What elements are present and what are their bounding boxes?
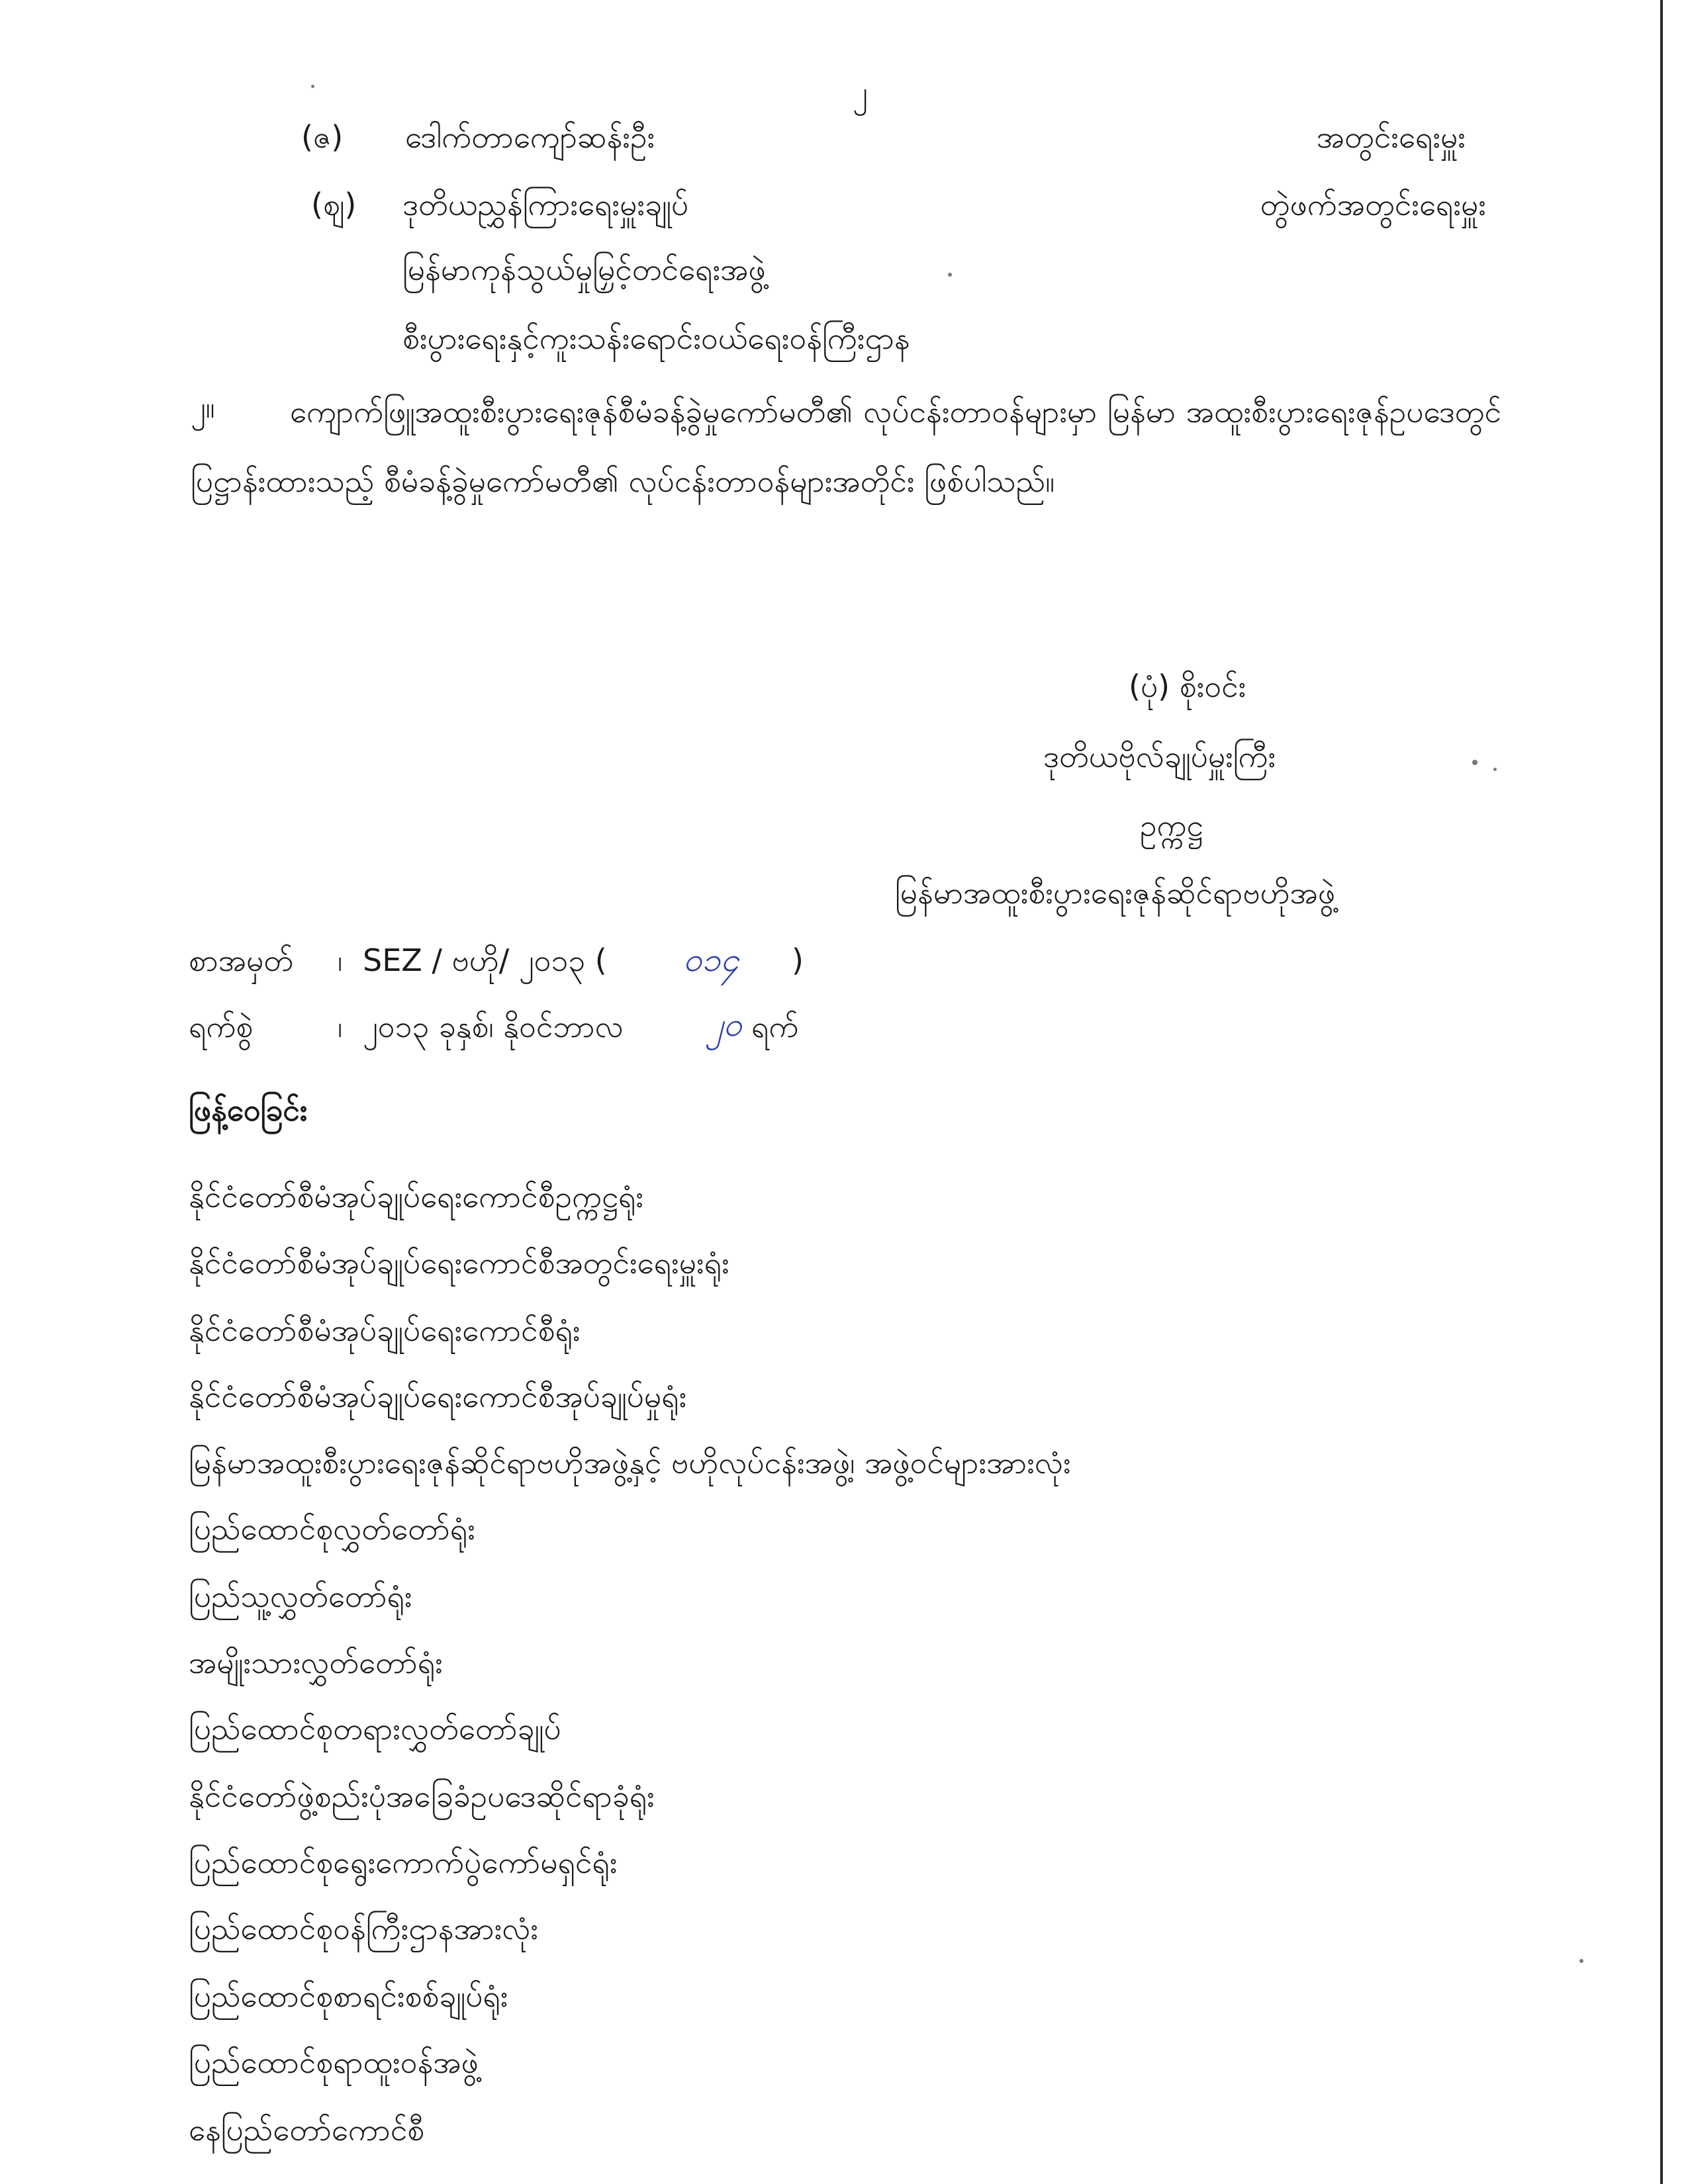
list-item: နေပြည်တော်ကောင်စီ — [189, 2112, 425, 2148]
list-item: နိုင်ငံတော်စီမံအုပ်ချုပ်ရေးကောင်စီအုပ်ချုပ်မှုရုံး — [189, 1379, 687, 1414]
date-prefix: ၂၀၁၃ ခုနှစ်၊ နိုဝင်ဘာလ — [363, 1009, 624, 1044]
member-name: ဒေါက်တာကျော်ဆန်းဦး — [405, 119, 655, 155]
scan-speck — [1579, 1959, 1583, 1963]
list-item: ပြည်ထောင်စုဝန်ကြီးဌာနအားလုံး — [189, 1911, 539, 1946]
member-role: အတွင်းရေးမှူး — [1316, 119, 1466, 155]
scan-speck — [948, 273, 952, 277]
member-marker: (ဈ) — [311, 187, 357, 222]
reference-prefix: SEZ / ဗဟို/ ၂၀၁၃ ( — [363, 942, 607, 978]
date-separator: ၊ — [338, 1009, 343, 1044]
reference-suffix: ) — [792, 942, 804, 978]
date-label: ရက်စွဲ — [189, 1009, 254, 1044]
paragraph-text: ကျောက်ဖြူအထူးစီးပွားရေးဇုန်စီမံခန့်ခွဲမှုကော်မတီ၏ လုပ်ငန်းတာဝန်များမှာ မြန်မာ အထူးစီးပွားရေးဇုန်ဥပဒေတွင် ပြဋ္ဌာန်းထားသည့် စီမံခန့်ခွဲမှုကော်မတီ၏ လုပ်ငန်းတာဝန်များအတိုင်း ဖြစ်ပါသည်။ — [191, 394, 1501, 499]
member-ministry: စီးပွားရေးနှင့်ကူးသန်းရောင်းဝယ်ရေးဝန်ကြီးဌာန — [402, 320, 910, 356]
scan-edge — [1660, 0, 1663, 2184]
list-item: ပြည်သူ့လွှတ်တော်ရုံး — [189, 1578, 412, 1614]
reference-number-handwritten: ၀၁၄ — [683, 940, 739, 979]
signature-organization: မြန်မာအထူးစီးပွားရေးဇုန်ဆိုင်ရာဗဟိုအဖွဲ့ — [895, 875, 1336, 911]
paragraph-number: ၂။ — [191, 389, 215, 425]
date-suffix: ရက် — [751, 1009, 799, 1044]
member-department: မြန်မာကုန်သွယ်မှုမြှင့်တင်ရေးအဖွဲ့ — [402, 251, 766, 287]
list-item: နိုင်ငံတော်စီမံအုပ်ချုပ်ရေးကောင်စီအတွင်းရေးမှူးရုံး — [189, 1245, 729, 1281]
member-role: တွဲဖက်အတွင်းရေးမှူး — [1260, 187, 1486, 222]
scan-speck — [1493, 768, 1497, 771]
scan-speck — [311, 85, 314, 88]
page-number: ၂ — [853, 74, 868, 110]
list-item: ပြည်ထောင်စုတရားလွှတ်တော်ချုပ် — [189, 1711, 561, 1747]
list-item: မြန်မာအထူးစီးပွားရေးဇုန်ဆိုင်ရာဗဟိုအဖွဲ့နှင့် ဗဟိုလုပ်ငန်းအဖွဲ့၊ အဖွဲ့ဝင်များအားလုံး — [189, 1445, 1071, 1480]
date-day-handwritten: ၂၀ — [707, 1005, 742, 1044]
signature-title: ဒုတိယဗိုလ်ချုပ်မှူးကြီး — [1043, 739, 1276, 774]
list-item: ပြည်ထောင်စုရာထူးဝန်အဖွဲ့ — [189, 2044, 479, 2080]
list-item: ပြည်ထောင်စုရွေးကောက်ပွဲကော်မရှင်ရုံး — [189, 1844, 618, 1880]
list-item: နိုင်ငံတော်ဖွဲ့စည်းပုံအခြေခံဥပဒေဆိုင်ရာခုံရုံး — [189, 1778, 655, 1814]
list-item: အမျိုးသားလွှတ်တော်ရုံး — [189, 1645, 443, 1680]
list-item: နိုင်ငံတော်စီမံအုပ်ချုပ်ရေးကောင်စီရုံး — [189, 1312, 581, 1348]
member-marker: (ဇ) — [301, 119, 344, 155]
list-item: ပြည်ထောင်စုလွှတ်တော်ရုံး — [189, 1511, 475, 1547]
list-item: ပြည်ထောင်စုစာရင်းစစ်ချုပ်ရုံး — [189, 1978, 508, 2014]
signature-position: ဥက္ကဋ္ဌ — [1140, 807, 1203, 843]
reference-separator: ၊ — [338, 942, 343, 978]
reference-label: စာအမှတ် — [189, 942, 294, 978]
member-name: ဒုတိယညွှန်ကြားရေးမှူးချုပ် — [402, 187, 689, 222]
distribution-heading: ဖြန့်ဝေခြင်း — [189, 1092, 308, 1128]
list-item: နိုင်ငံတော်စီမံအုပ်ချုပ်ရေးကောင်စီဥက္ကဋ္ဌရုံး — [189, 1179, 644, 1214]
scan-speck — [1472, 760, 1477, 765]
signature-name: (ပုံ) စိုးဝင်း — [1129, 668, 1246, 704]
